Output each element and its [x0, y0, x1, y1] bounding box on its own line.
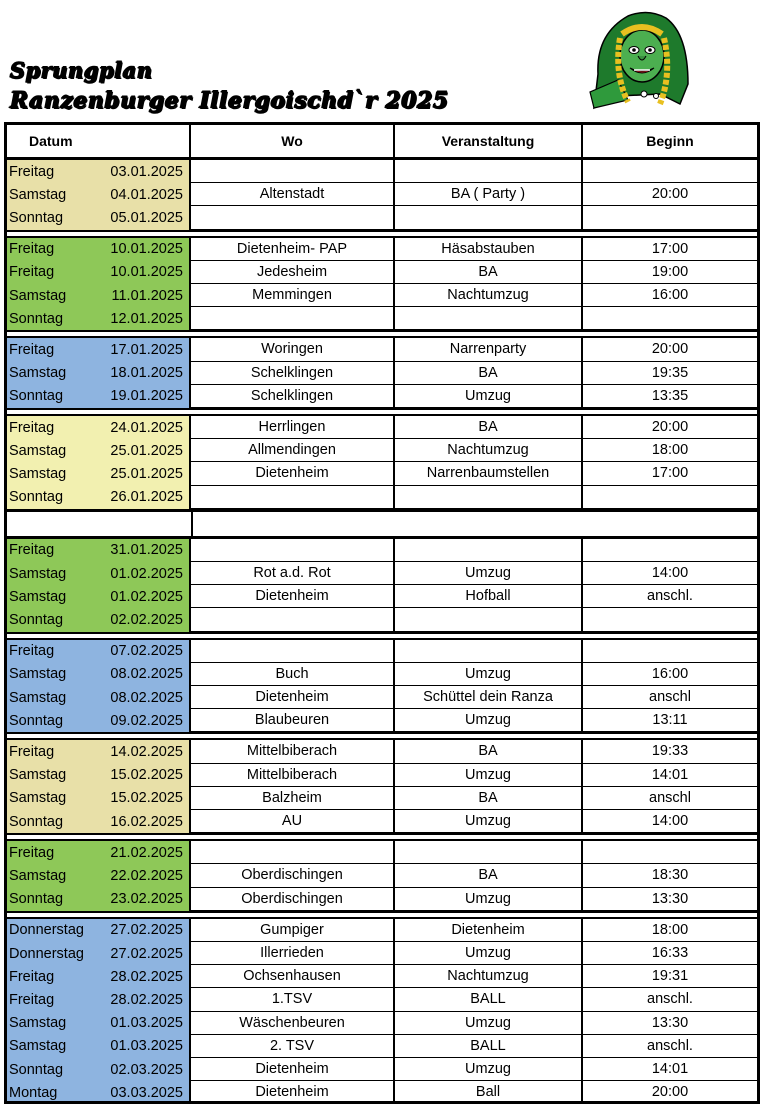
- date-cell: [7, 362, 191, 385]
- event-cell: Narrenbaumstellen: [395, 462, 583, 485]
- weekday: Freitag: [9, 542, 55, 559]
- table-row: [7, 1058, 757, 1081]
- start-time-cell: 14:00: [583, 562, 757, 585]
- table-row: [7, 608, 757, 631]
- date: 26.01.2025: [110, 489, 183, 506]
- date: 19.01.2025: [110, 388, 183, 405]
- event-cell: Umzug: [395, 764, 583, 787]
- location-cell: Herrlingen: [191, 416, 395, 439]
- date-cell: [7, 1035, 191, 1058]
- table-row: [7, 988, 757, 1011]
- start-time-cell: [583, 486, 757, 509]
- table-row: [7, 764, 757, 787]
- event-cell: BA: [395, 362, 583, 385]
- event-cell: Nachtumzug: [395, 284, 583, 307]
- date: 25.01.2025: [110, 465, 183, 482]
- block-separator: [7, 230, 757, 238]
- table-row: [7, 206, 757, 229]
- start-time-cell: anschl.: [583, 585, 757, 608]
- start-time-cell: 18:30: [583, 864, 757, 887]
- weekday: Freitag: [9, 743, 55, 760]
- start-time-cell: [583, 206, 757, 229]
- event-cell: Umzug: [395, 385, 583, 408]
- date-cell: [7, 888, 191, 911]
- table-row: [7, 888, 757, 911]
- date-cell: [7, 585, 191, 608]
- location-cell: Mittelbiberach: [191, 740, 395, 763]
- start-time-cell: 14:00: [583, 810, 757, 833]
- date-cell: [7, 160, 191, 183]
- start-time-cell: 13:11: [583, 709, 757, 732]
- date: 09.02.2025: [110, 712, 183, 729]
- weekday: Samstag: [9, 666, 67, 683]
- table-row: [7, 585, 757, 608]
- date-cell: [7, 942, 191, 965]
- date: 10.01.2025: [110, 264, 183, 281]
- weekday: Samstag: [9, 565, 67, 582]
- start-time-cell: 13:30: [583, 1012, 757, 1035]
- date: 23.02.2025: [110, 891, 183, 908]
- date-cell: [7, 486, 191, 509]
- date-cell: [7, 709, 191, 732]
- location-cell: [191, 486, 395, 509]
- date: 03.03.2025: [110, 1084, 183, 1101]
- header-veranstaltung: Veranstaltung: [395, 125, 583, 157]
- location-cell: Dietenheim: [191, 462, 395, 485]
- event-cell: [395, 160, 583, 183]
- date: 17.01.2025: [110, 341, 183, 358]
- weekday: Samstag: [9, 867, 67, 884]
- event-cell: BA: [395, 416, 583, 439]
- location-cell: [191, 539, 395, 562]
- table-row: [7, 562, 757, 585]
- date: 27.02.2025: [110, 922, 183, 939]
- block-separator: [7, 408, 757, 416]
- date-cell: [7, 462, 191, 485]
- event-cell: [395, 486, 583, 509]
- location-cell: [191, 608, 395, 631]
- start-time-cell: 20:00: [583, 183, 757, 206]
- table-row: [7, 416, 757, 439]
- weekday: Samstag: [9, 790, 67, 807]
- date: 07.02.2025: [110, 643, 183, 660]
- location-cell: [191, 206, 395, 229]
- block-separator: [7, 330, 757, 338]
- start-time-cell: 16:00: [583, 663, 757, 686]
- start-time-cell: 19:31: [583, 965, 757, 988]
- start-time-cell: 18:00: [583, 919, 757, 942]
- event-cell: Narrenparty: [395, 338, 583, 361]
- header-beginn: Beginn: [646, 133, 694, 149]
- weekday: Donnerstag: [9, 945, 84, 962]
- table-row: [7, 462, 757, 485]
- weekday: Samstag: [9, 365, 67, 382]
- date: 08.02.2025: [110, 689, 183, 706]
- table-row: [7, 640, 757, 663]
- date-cell: [7, 307, 191, 330]
- table-row: [7, 486, 757, 509]
- date: 18.01.2025: [110, 365, 183, 382]
- location-cell: Dietenheim: [191, 585, 395, 608]
- date: 15.02.2025: [110, 767, 183, 784]
- location-cell: Dietenheim: [191, 1058, 395, 1081]
- header-datum: Datum: [7, 125, 191, 157]
- mascot-logo-icon: [588, 4, 694, 122]
- table-row: [7, 183, 757, 206]
- start-time-cell: 19:33: [583, 740, 757, 763]
- table-row: [7, 942, 757, 965]
- weekday: Samstag: [9, 1038, 67, 1055]
- weekday: Samstag: [9, 588, 67, 605]
- date-cell: [7, 841, 191, 864]
- weekday: Sonntag: [9, 712, 64, 729]
- date: 02.03.2025: [110, 1061, 183, 1078]
- location-cell: Memmingen: [191, 284, 395, 307]
- table-row: [7, 261, 757, 284]
- event-cell: [395, 539, 583, 562]
- start-time-cell: [583, 608, 757, 631]
- date-cell: [7, 385, 191, 408]
- start-time-cell: 20:00: [583, 338, 757, 361]
- event-cell: Nachtumzug: [395, 439, 583, 462]
- start-time-cell: 20:00: [583, 416, 757, 439]
- weekday: Sonntag: [9, 388, 64, 405]
- start-time-cell: anschl: [583, 686, 757, 709]
- location-cell: Dietenheim: [191, 1081, 395, 1104]
- date-cell: [7, 965, 191, 988]
- block-separator: [7, 732, 757, 740]
- date: 10.01.2025: [110, 241, 183, 258]
- event-cell: BA ( Party ): [395, 183, 583, 206]
- event-cell: Umzug: [395, 942, 583, 965]
- start-time-cell: [583, 539, 757, 562]
- location-cell: Blaubeuren: [191, 709, 395, 732]
- location-cell: 1.TSV: [191, 988, 395, 1011]
- location-cell: [191, 307, 395, 330]
- event-cell: [395, 206, 583, 229]
- table-row: [7, 864, 757, 887]
- date-cell: [7, 183, 191, 206]
- date: 22.02.2025: [110, 867, 183, 884]
- table-row: [7, 238, 757, 261]
- start-time-cell: 13:30: [583, 888, 757, 911]
- date: 02.02.2025: [110, 611, 183, 628]
- location-cell: Wäschenbeuren: [191, 1012, 395, 1035]
- date-cell: [7, 740, 191, 763]
- table-row: [7, 919, 757, 942]
- start-time-cell: anschl.: [583, 1035, 757, 1058]
- event-cell: BALL: [395, 988, 583, 1011]
- weekday: Samstag: [9, 186, 67, 203]
- weekday: Samstag: [9, 767, 67, 784]
- event-cell: Hofball: [395, 585, 583, 608]
- block-separator: [7, 911, 757, 919]
- weekday: Freitag: [9, 991, 55, 1008]
- date-cell: [7, 261, 191, 284]
- table-row: [7, 439, 757, 462]
- date: 11.01.2025: [111, 287, 183, 304]
- event-cell: Nachtumzug: [395, 965, 583, 988]
- weekday: Freitag: [9, 419, 55, 436]
- event-cell: Umzug: [395, 888, 583, 911]
- location-cell: Altenstadt: [191, 183, 395, 206]
- date: 03.01.2025: [110, 163, 183, 180]
- start-time-cell: [583, 160, 757, 183]
- weekday: Freitag: [9, 643, 55, 660]
- date: 01.03.2025: [110, 1015, 183, 1032]
- table-header: [7, 125, 757, 160]
- event-cell: Umzug: [395, 709, 583, 732]
- date-cell: [7, 988, 191, 1011]
- table-row: [7, 810, 757, 833]
- weekday: Sonntag: [9, 489, 64, 506]
- event-cell: [395, 307, 583, 330]
- table-row: [7, 965, 757, 988]
- location-cell: Schelklingen: [191, 385, 395, 408]
- table-row: [7, 740, 757, 763]
- date-cell: [7, 206, 191, 229]
- location-cell: [191, 841, 395, 864]
- start-time-cell: 14:01: [583, 1058, 757, 1081]
- weekday: Freitag: [9, 163, 55, 180]
- block-separator: [7, 509, 757, 539]
- date: 15.02.2025: [110, 790, 183, 807]
- event-cell: Schüttel dein Ranza: [395, 686, 583, 709]
- location-cell: Jedesheim: [191, 261, 395, 284]
- start-time-cell: anschl.: [583, 988, 757, 1011]
- date: 16.02.2025: [110, 813, 183, 830]
- weekday: Samstag: [9, 465, 67, 482]
- location-cell: AU: [191, 810, 395, 833]
- table-row: [7, 307, 757, 330]
- event-cell: [395, 640, 583, 663]
- weekday: Sonntag: [9, 209, 64, 226]
- date: 27.02.2025: [110, 945, 183, 962]
- block-separator: [7, 833, 757, 841]
- table-row: [7, 709, 757, 732]
- date-cell: [7, 416, 191, 439]
- location-cell: Dietenheim- PAP: [191, 238, 395, 261]
- date: 01.02.2025: [110, 565, 183, 582]
- event-cell: BA: [395, 787, 583, 810]
- start-time-cell: 16:33: [583, 942, 757, 965]
- location-cell: Woringen: [191, 338, 395, 361]
- location-cell: Schelklingen: [191, 362, 395, 385]
- table-row: [7, 362, 757, 385]
- date-cell: [7, 1012, 191, 1035]
- weekday: Samstag: [9, 442, 67, 459]
- weekday: Samstag: [9, 1015, 67, 1032]
- table-row: [7, 1012, 757, 1035]
- weekday: Samstag: [9, 287, 67, 304]
- date-cell: [7, 1058, 191, 1081]
- title-line-1: Sprungplan: [10, 58, 153, 83]
- location-cell: [191, 640, 395, 663]
- weekday: Samstag: [9, 689, 67, 706]
- start-time-cell: [583, 307, 757, 330]
- date-cell: [7, 640, 191, 663]
- event-cell: Dietenheim: [395, 919, 583, 942]
- weekday: Sonntag: [9, 611, 64, 628]
- date-cell: [7, 338, 191, 361]
- start-time-cell: [583, 640, 757, 663]
- date-cell: [7, 562, 191, 585]
- schedule-table: [4, 122, 760, 1104]
- weekday: Donnerstag: [9, 922, 84, 939]
- date-cell: [7, 810, 191, 833]
- event-cell: Umzug: [395, 1058, 583, 1081]
- date: 08.02.2025: [110, 666, 183, 683]
- table-row: [7, 663, 757, 686]
- table-row: [7, 1081, 757, 1104]
- weekday: Sonntag: [9, 1061, 64, 1078]
- location-cell: Buch: [191, 663, 395, 686]
- date: 12.01.2025: [110, 310, 183, 327]
- start-time-cell: 19:35: [583, 362, 757, 385]
- location-cell: Allmendingen: [191, 439, 395, 462]
- weekday: Freitag: [9, 264, 55, 281]
- location-cell: Rot a.d. Rot: [191, 562, 395, 585]
- event-cell: BA: [395, 864, 583, 887]
- date-cell: [7, 238, 191, 261]
- location-cell: Illerrieden: [191, 942, 395, 965]
- location-cell: Dietenheim: [191, 686, 395, 709]
- table-row: [7, 284, 757, 307]
- header-wo: Wo: [191, 125, 395, 157]
- table-row: [7, 338, 757, 361]
- date-cell: [7, 787, 191, 810]
- date-cell: [7, 1081, 191, 1104]
- date: 05.01.2025: [110, 209, 183, 226]
- start-time-cell: 17:00: [583, 238, 757, 261]
- event-cell: BA: [395, 261, 583, 284]
- weekday: Freitag: [9, 241, 55, 258]
- start-time-cell: anschl: [583, 787, 757, 810]
- date: 21.02.2025: [110, 844, 183, 861]
- event-cell: Umzug: [395, 562, 583, 585]
- event-cell: BA: [395, 740, 583, 763]
- start-time-cell: 13:35: [583, 385, 757, 408]
- event-cell: Ball: [395, 1081, 583, 1104]
- date: 04.01.2025: [110, 186, 183, 203]
- weekday: Freitag: [9, 341, 55, 358]
- event-cell: [395, 608, 583, 631]
- date: 14.02.2025: [110, 743, 183, 760]
- date: 25.01.2025: [110, 442, 183, 459]
- weekday: Freitag: [9, 968, 55, 985]
- date-cell: [7, 864, 191, 887]
- event-cell: Umzug: [395, 810, 583, 833]
- location-cell: 2. TSV: [191, 1035, 395, 1058]
- weekday: Sonntag: [9, 813, 64, 830]
- date: 28.02.2025: [110, 991, 183, 1008]
- block-separator: [7, 632, 757, 640]
- date: 31.01.2025: [110, 542, 183, 559]
- table-row: [7, 686, 757, 709]
- date-cell: [7, 663, 191, 686]
- event-cell: Häsabstauben: [395, 238, 583, 261]
- date-cell: [7, 764, 191, 787]
- date-cell: [7, 284, 191, 307]
- table-row: [7, 1035, 757, 1058]
- location-cell: Mittelbiberach: [191, 764, 395, 787]
- date-cell: [7, 439, 191, 462]
- weekday: Freitag: [9, 844, 55, 861]
- weekday: Montag: [9, 1084, 58, 1101]
- start-time-cell: 14:01: [583, 764, 757, 787]
- table-row: [7, 539, 757, 562]
- event-cell: Umzug: [395, 1012, 583, 1035]
- date: 28.02.2025: [110, 968, 183, 985]
- location-cell: Oberdischingen: [191, 864, 395, 887]
- table-row: [7, 787, 757, 810]
- location-cell: Ochsenhausen: [191, 965, 395, 988]
- table-row: [7, 841, 757, 864]
- date-cell: [7, 608, 191, 631]
- start-time-cell: 16:00: [583, 284, 757, 307]
- title-line-2: Ranzenburger Illergoischd`r 2025: [10, 88, 449, 114]
- location-cell: Oberdischingen: [191, 888, 395, 911]
- event-cell: [395, 841, 583, 864]
- start-time-cell: 17:00: [583, 462, 757, 485]
- location-cell: Gumpiger: [191, 919, 395, 942]
- date-cell: [7, 539, 191, 562]
- date-cell: [7, 919, 191, 942]
- start-time-cell: 20:00: [583, 1081, 757, 1104]
- start-time-cell: 19:00: [583, 261, 757, 284]
- event-cell: Umzug: [395, 663, 583, 686]
- location-cell: Balzheim: [191, 787, 395, 810]
- start-time-cell: [583, 841, 757, 864]
- date: 01.02.2025: [110, 588, 183, 605]
- date-cell: [7, 686, 191, 709]
- weekday: Sonntag: [9, 310, 64, 327]
- table-row: [7, 160, 757, 183]
- date: 24.01.2025: [110, 419, 183, 436]
- date: 01.03.2025: [110, 1038, 183, 1055]
- weekday: Sonntag: [9, 891, 64, 908]
- table-row: [7, 385, 757, 408]
- event-cell: BALL: [395, 1035, 583, 1058]
- location-cell: [191, 160, 395, 183]
- start-time-cell: 18:00: [583, 439, 757, 462]
